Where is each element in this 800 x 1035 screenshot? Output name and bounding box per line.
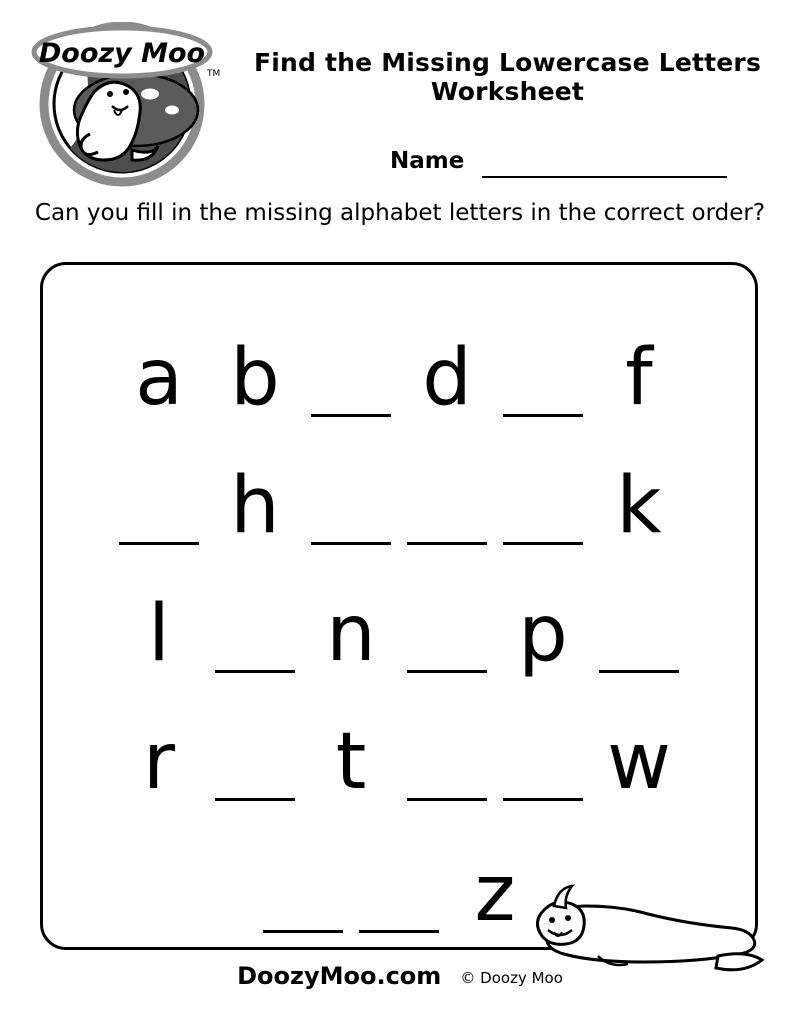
blank-answer-slot[interactable] <box>495 305 591 423</box>
letter-row <box>43 433 755 551</box>
blank-line[interactable] <box>503 798 583 801</box>
blank-answer-slot[interactable] <box>495 433 591 551</box>
letter-cell <box>591 433 687 551</box>
name-label: Name <box>390 148 465 174</box>
letter-glyph: w <box>607 717 671 807</box>
letter-cell <box>207 305 303 423</box>
copyright-symbol: © <box>460 969 476 987</box>
letter-row <box>43 561 755 679</box>
letter-row <box>43 305 755 423</box>
letter-glyph: k <box>616 461 662 551</box>
blank-line[interactable] <box>119 542 199 545</box>
blank-answer-slot[interactable] <box>255 821 351 939</box>
letter-glyph: n <box>326 589 376 679</box>
blank-answer-slot[interactable] <box>303 305 399 423</box>
worksheet-box <box>40 262 758 950</box>
blank-line[interactable] <box>311 414 391 417</box>
letter-cell <box>111 561 207 679</box>
blank-answer-slot[interactable] <box>399 561 495 679</box>
blank-answer-slot[interactable] <box>495 689 591 807</box>
letter-glyph: r <box>142 717 176 807</box>
letter-glyph: l <box>148 589 170 679</box>
blank-answer-slot[interactable] <box>207 689 303 807</box>
letter-cell <box>495 561 591 679</box>
copyright-notice <box>460 969 563 987</box>
blank-answer-slot[interactable] <box>399 689 495 807</box>
doozy-moo-logo <box>24 22 224 187</box>
blank-line[interactable] <box>215 670 295 673</box>
letter-cell <box>591 305 687 423</box>
letter-cell <box>591 689 687 807</box>
name-field-row <box>390 148 735 182</box>
letter-cell <box>111 305 207 423</box>
svg-text:TM: TM <box>207 69 221 79</box>
blank-answer-slot[interactable] <box>591 561 687 679</box>
copyright-text: Doozy Moo <box>480 969 563 987</box>
letter-glyph: d <box>422 333 472 423</box>
letter-glyph: h <box>230 461 280 551</box>
blank-line[interactable] <box>503 414 583 417</box>
blank-line[interactable] <box>359 930 439 933</box>
blank-line[interactable] <box>599 670 679 673</box>
blank-answer-slot[interactable] <box>399 433 495 551</box>
letter-cell <box>303 561 399 679</box>
letter-grid <box>43 265 755 947</box>
blank-line[interactable] <box>407 798 487 801</box>
letter-row <box>43 689 755 807</box>
letter-glyph: z <box>474 849 516 939</box>
letter-cell <box>303 689 399 807</box>
blank-line[interactable] <box>503 542 583 545</box>
blank-line[interactable] <box>407 670 487 673</box>
page-footer <box>0 960 800 1020</box>
blank-line[interactable] <box>407 542 487 545</box>
letter-cell <box>399 305 495 423</box>
blank-answer-slot[interactable] <box>111 433 207 551</box>
blank-line[interactable] <box>215 798 295 801</box>
letter-glyph: f <box>625 333 653 423</box>
letter-glyph: p <box>518 589 568 679</box>
name-input-line[interactable] <box>482 176 727 178</box>
letter-cell <box>207 433 303 551</box>
page-title: Find the Missing Lowercase Letters Worksheet <box>253 48 762 106</box>
svg-text:Doozy Moo: Doozy Moo <box>38 38 206 69</box>
blank-answer-slot[interactable] <box>303 433 399 551</box>
letter-glyph: t <box>335 717 367 807</box>
blank-answer-slot[interactable] <box>207 561 303 679</box>
letter-glyph: a <box>135 333 183 423</box>
letter-cell <box>111 689 207 807</box>
blank-line[interactable] <box>263 930 343 933</box>
instructions-text: Can you fill in the missing alphabet letters in the correct order? <box>34 200 766 226</box>
page-header <box>0 0 800 226</box>
blank-answer-slot[interactable] <box>351 821 447 939</box>
blank-line[interactable] <box>311 542 391 545</box>
letter-glyph: b <box>230 333 280 423</box>
site-name[interactable]: DoozyMoo.com <box>237 962 442 990</box>
